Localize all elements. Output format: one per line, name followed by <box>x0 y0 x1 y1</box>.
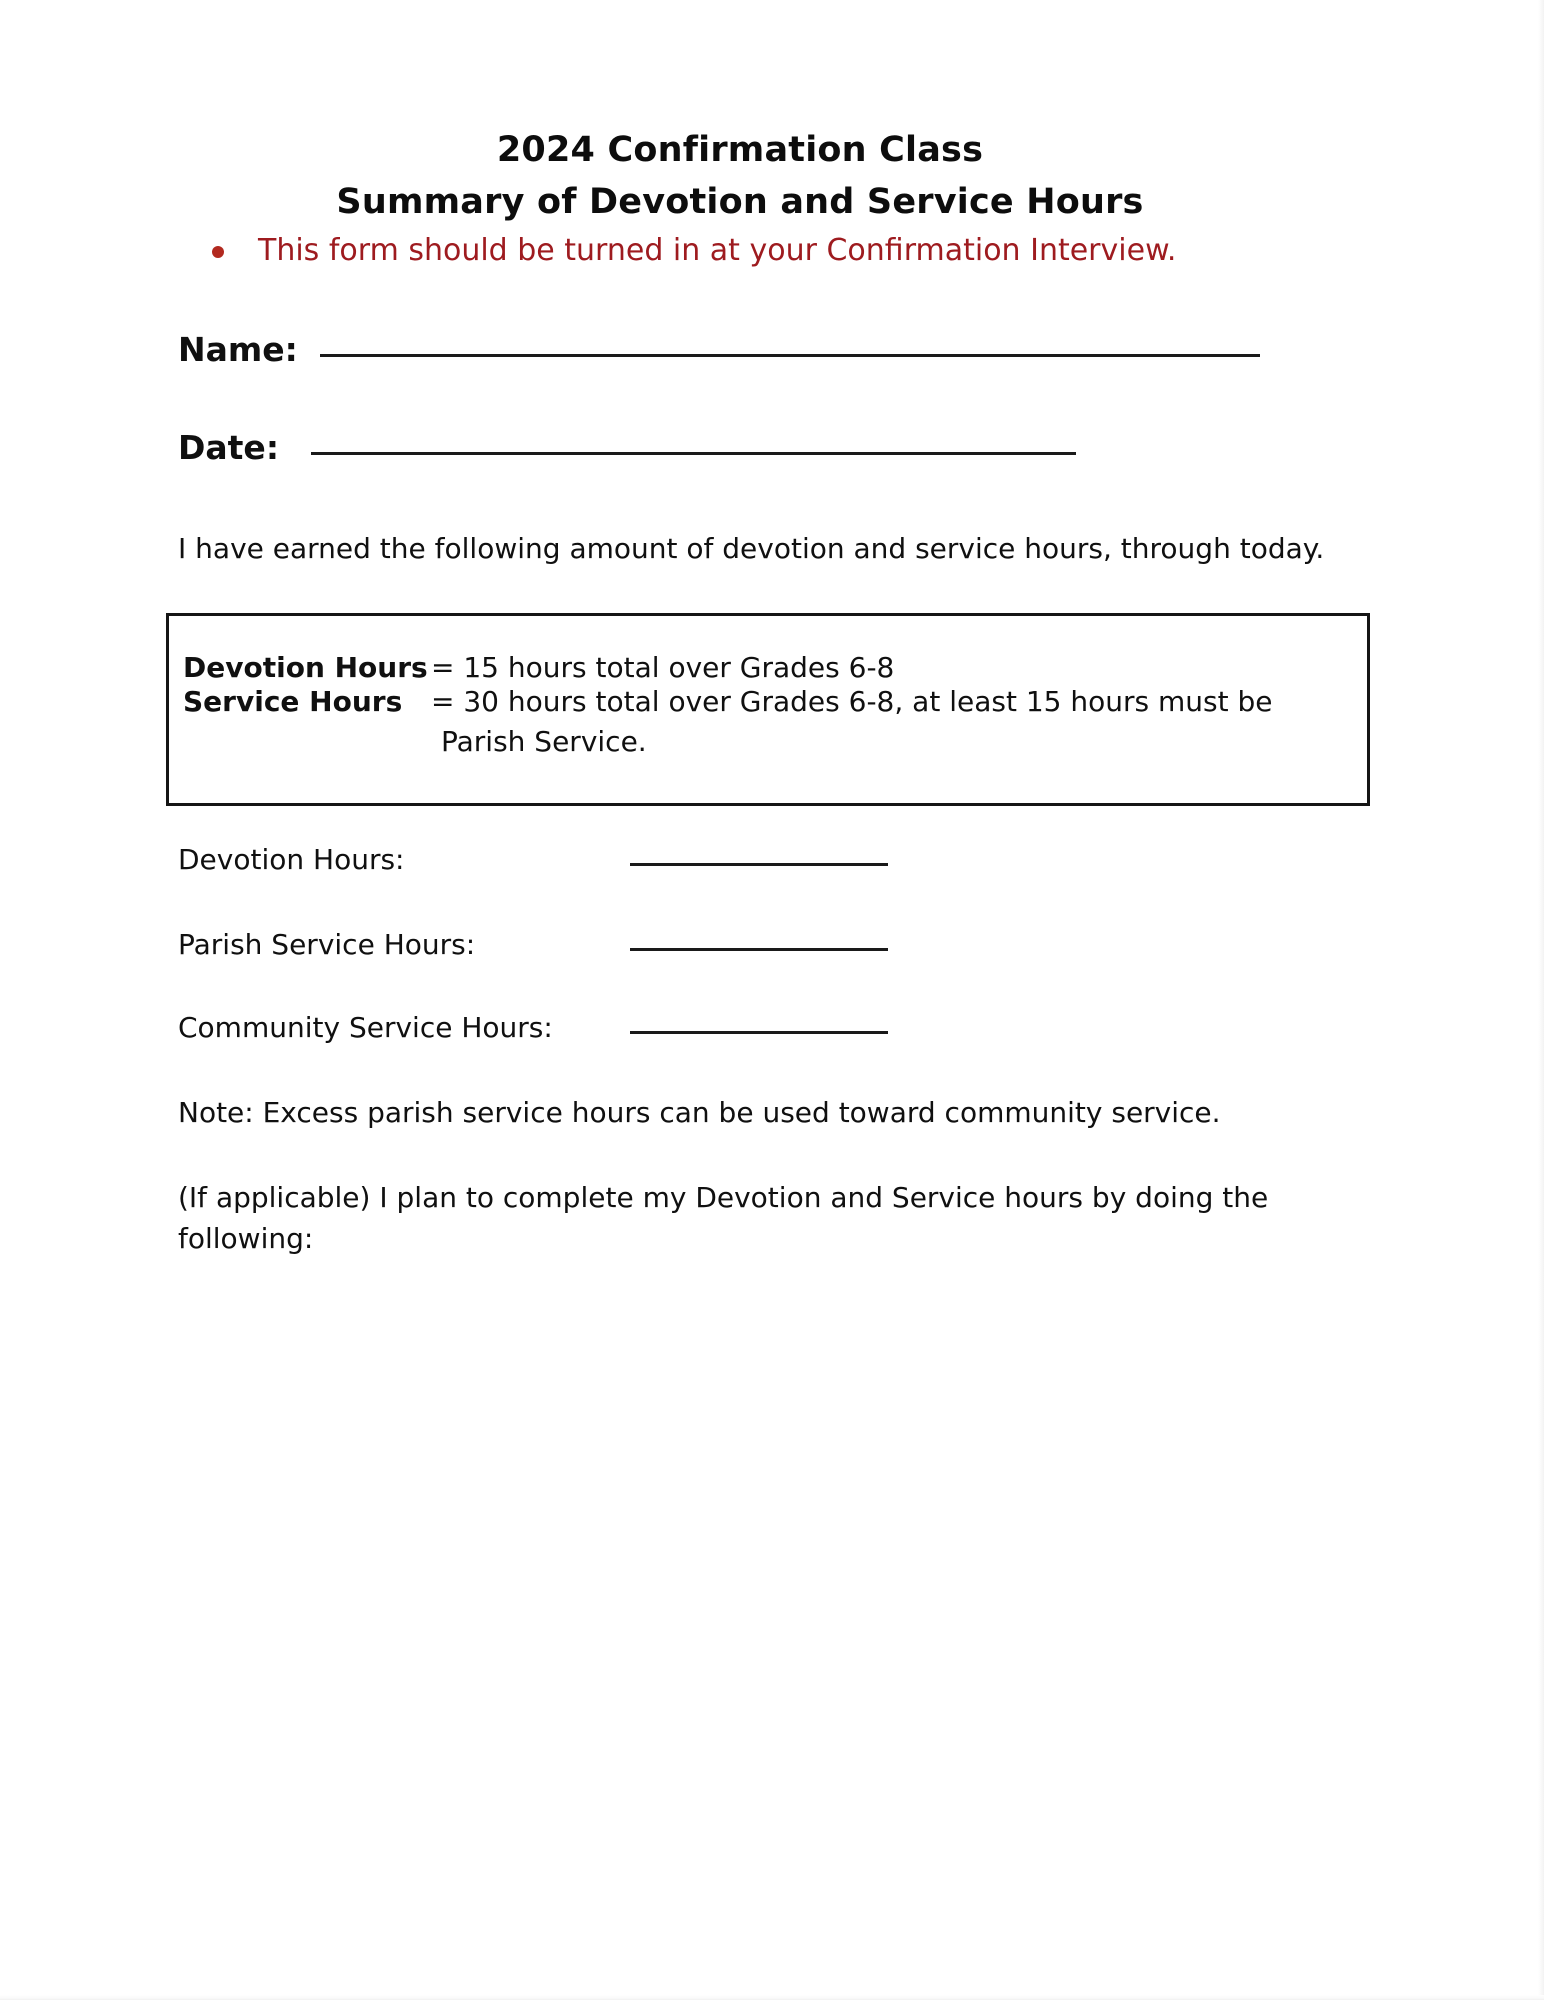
requirement-service-value: = 30 hours total over Grades 6-8, at least 15 hours must be <box>431 685 1273 719</box>
intro-paragraph: I have earned the following amount of devotion and service hours, through today. <box>178 532 1325 565</box>
bullet-point-icon <box>212 246 224 258</box>
community-service-hours-label: Community Service Hours: <box>178 1011 553 1044</box>
name-input-line[interactable] <box>320 354 1260 357</box>
community-service-hours-input-line[interactable] <box>630 1031 888 1034</box>
note-paragraph: Note: Excess parish service hours can be used toward community service. <box>178 1096 1221 1129</box>
date-field-row <box>178 428 1076 467</box>
name-field-row <box>178 330 1260 369</box>
name-field-label: Name: <box>178 330 298 369</box>
scan-edge-bottom <box>0 1995 1544 2000</box>
closing-paragraph: (If applicable) I plan to complete my Devotion and Service hours by doing the following: <box>178 1181 1269 1255</box>
parish-service-hours-label: Parish Service Hours: <box>178 928 476 961</box>
requirement-devotion-label: Devotion Hours <box>183 651 428 684</box>
page-title-line-2: Summary of Devotion and Service Hours <box>336 181 1144 222</box>
requirement-service-row <box>183 685 1367 719</box>
page-title-line-1: 2024 Confirmation Class <box>496 130 984 170</box>
requirements-box-content <box>169 616 1367 759</box>
page-title-block <box>0 128 1480 225</box>
scan-edge-right <box>1538 0 1544 2000</box>
parish-service-hours-entry-row <box>178 928 1178 961</box>
notice-bullet-row <box>212 232 1362 270</box>
requirement-service-label: Service Hours <box>183 685 403 719</box>
parish-service-hours-input-line[interactable] <box>630 948 888 951</box>
devotion-hours-label: Devotion Hours: <box>178 843 405 876</box>
community-service-hours-entry-row <box>178 1011 1178 1044</box>
requirement-devotion-value: = 15 hours total over Grades 6-8 <box>431 651 895 684</box>
date-input-line[interactable] <box>311 452 1076 455</box>
requirements-box <box>166 613 1370 806</box>
devotion-hours-entry-row <box>178 843 1178 876</box>
requirement-service-value-continued: Parish Service. <box>441 725 647 759</box>
devotion-hours-input-line[interactable] <box>630 863 888 866</box>
date-field-label: Date: <box>178 428 280 467</box>
notice-bullet-text: This form should be turned in at your Confirmation Interview. <box>258 233 1177 268</box>
requirement-devotion-row <box>183 651 1367 685</box>
